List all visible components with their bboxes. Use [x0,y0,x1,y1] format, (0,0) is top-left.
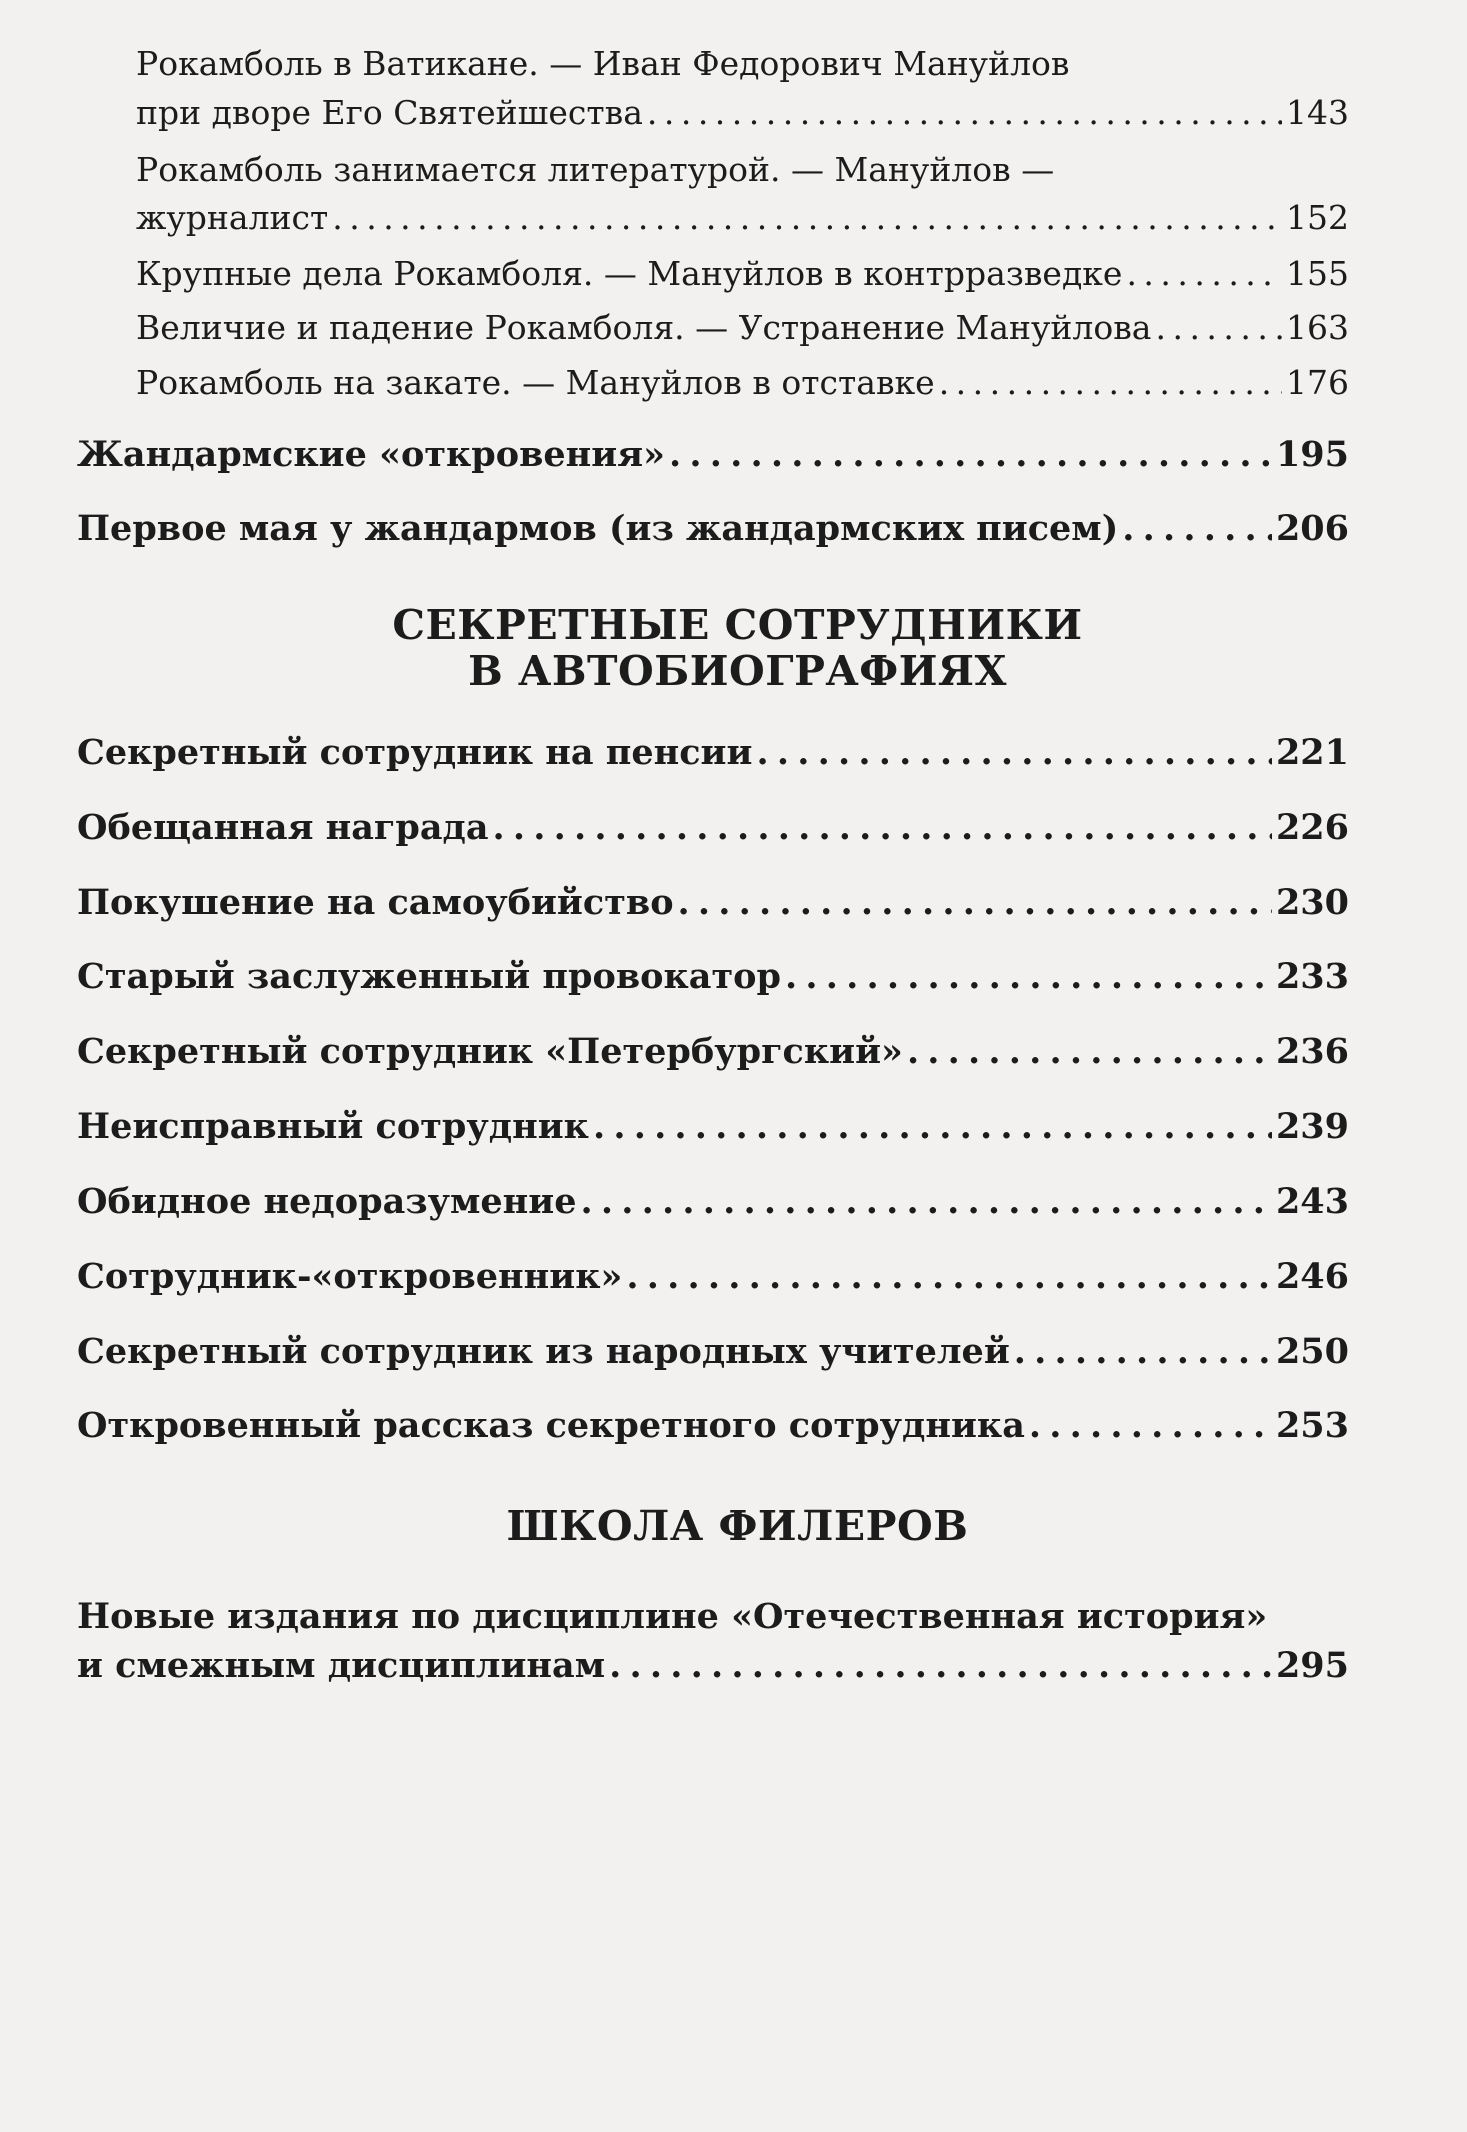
toc-page-number: 143 [1286,93,1349,132]
section-heading-line: ШКОЛА ФИЛЕРОВ [506,1502,969,1550]
dot-leader [1014,1331,1272,1372]
dot-leader [1126,254,1282,293]
toc-entry[interactable] [77,732,1349,773]
toc-entry-title: Старый заслуженный провокатор [77,956,781,997]
toc-entry-title: Сотрудник-«откровенник» [77,1256,623,1297]
toc-page-number: 246 [1275,1256,1349,1297]
toc-entry[interactable] [77,508,1349,549]
toc-subentry-title: Рокамболь на закате. — Мануйлов в отставке [136,363,935,402]
dot-leader [609,1645,1272,1686]
dot-leader [785,956,1272,997]
toc-entry-title: Откровенный рассказ секретного сотрудника [77,1405,1025,1446]
toc-entry[interactable] [77,1405,1349,1446]
toc-page-number: 230 [1275,882,1349,923]
toc-page-number: 243 [1275,1181,1349,1222]
dot-leader [493,807,1272,848]
toc-page-number: 239 [1275,1106,1349,1147]
toc-entry-line: Новые издания по дисциплине «Отечественная история» [77,1596,1268,1637]
dot-leader [1029,1405,1272,1446]
toc-entry[interactable] [77,434,1349,475]
toc-page-number: 250 [1275,1331,1349,1372]
toc-page-number: 155 [1286,254,1349,293]
dot-leader [332,198,1282,237]
toc-subentry-title: Крупные дела Рокамболя. — Мануйлов в контрразведке [136,254,1123,293]
section-heading-line: СЕКРЕТНЫЕ СОТРУДНИКИ [392,601,1083,649]
toc-entry[interactable] [77,1256,1349,1297]
toc-subentry-title: при дворе Его Святейшества [136,93,643,132]
toc-subentry[interactable] [136,363,1349,402]
dot-leader [1122,508,1272,549]
toc-page-number: 195 [1275,434,1349,475]
dot-leader [669,434,1272,475]
toc-entry-title: Покушение на самоубийство [77,882,674,923]
toc-page-number: 152 [1286,198,1349,237]
dot-leader [939,363,1282,402]
toc-entry[interactable] [77,1106,1349,1147]
toc-subentry-title: Величие и падение Рокамболя. — Устранение Мануйлова [136,308,1152,347]
dot-leader [907,1031,1272,1072]
dot-leader [581,1181,1272,1222]
toc-subentry[interactable] [136,93,1349,132]
toc-page-number: 176 [1286,363,1349,402]
toc-entry[interactable] [77,1031,1349,1072]
dot-leader [626,1256,1272,1297]
dot-leader [647,93,1282,132]
toc-subentry-title: журналист [136,198,329,237]
toc-entry[interactable] [77,956,1349,997]
section-heading [0,602,1467,694]
toc-page-number: 206 [1275,508,1349,549]
toc-entry[interactable] [77,1181,1349,1222]
toc-page-number: 253 [1275,1405,1349,1446]
toc-page-number: 221 [1275,732,1349,773]
dot-leader [1155,308,1282,347]
toc-subentry[interactable] [136,198,1349,237]
toc-page-number: 236 [1275,1031,1349,1072]
dot-leader [756,732,1271,773]
toc-entry-title: Неисправный сотрудник [77,1106,589,1147]
toc-subentry[interactable] [136,308,1349,347]
toc-entry-title: Первое мая у жандармов (из жандармских писем) [77,508,1119,549]
toc-page-number: 233 [1275,956,1349,997]
dot-leader [593,1106,1272,1147]
toc-entry[interactable] [77,807,1349,848]
toc-entry[interactable] [77,882,1349,923]
toc-entry-title: и смежным дисциплинам [77,1645,606,1686]
toc-entry[interactable] [77,1645,1349,1686]
toc-page-number: 226 [1275,807,1349,848]
toc-entry-title: Секретный сотрудник на пенсии [77,732,753,773]
toc-entry-title: Секретный сотрудник «Петербургский» [77,1031,903,1072]
toc-subentry[interactable] [136,254,1349,293]
section-heading-line: В АВТОБИОГРАФИЯХ [468,647,1007,695]
toc-entry-title: Секретный сотрудник из народных учителей [77,1331,1010,1372]
toc-entry-title: Жандармские «откровения» [77,434,665,475]
toc-subentry-line: Рокамболь занимается литературой. — Мануйлов — [136,150,1055,189]
section-heading [0,1503,1467,1549]
toc-entry[interactable] [77,1331,1349,1372]
dot-leader [678,882,1272,923]
toc-page-number: 163 [1286,308,1349,347]
toc-entry-title: Обещанная награда [77,807,489,848]
toc-page-number: 295 [1275,1645,1349,1686]
toc-entry-title: Обидное недоразумение [77,1181,577,1222]
toc-subentry-line: Рокамболь в Ватикане. — Иван Федорович Мануйлов [136,44,1070,83]
